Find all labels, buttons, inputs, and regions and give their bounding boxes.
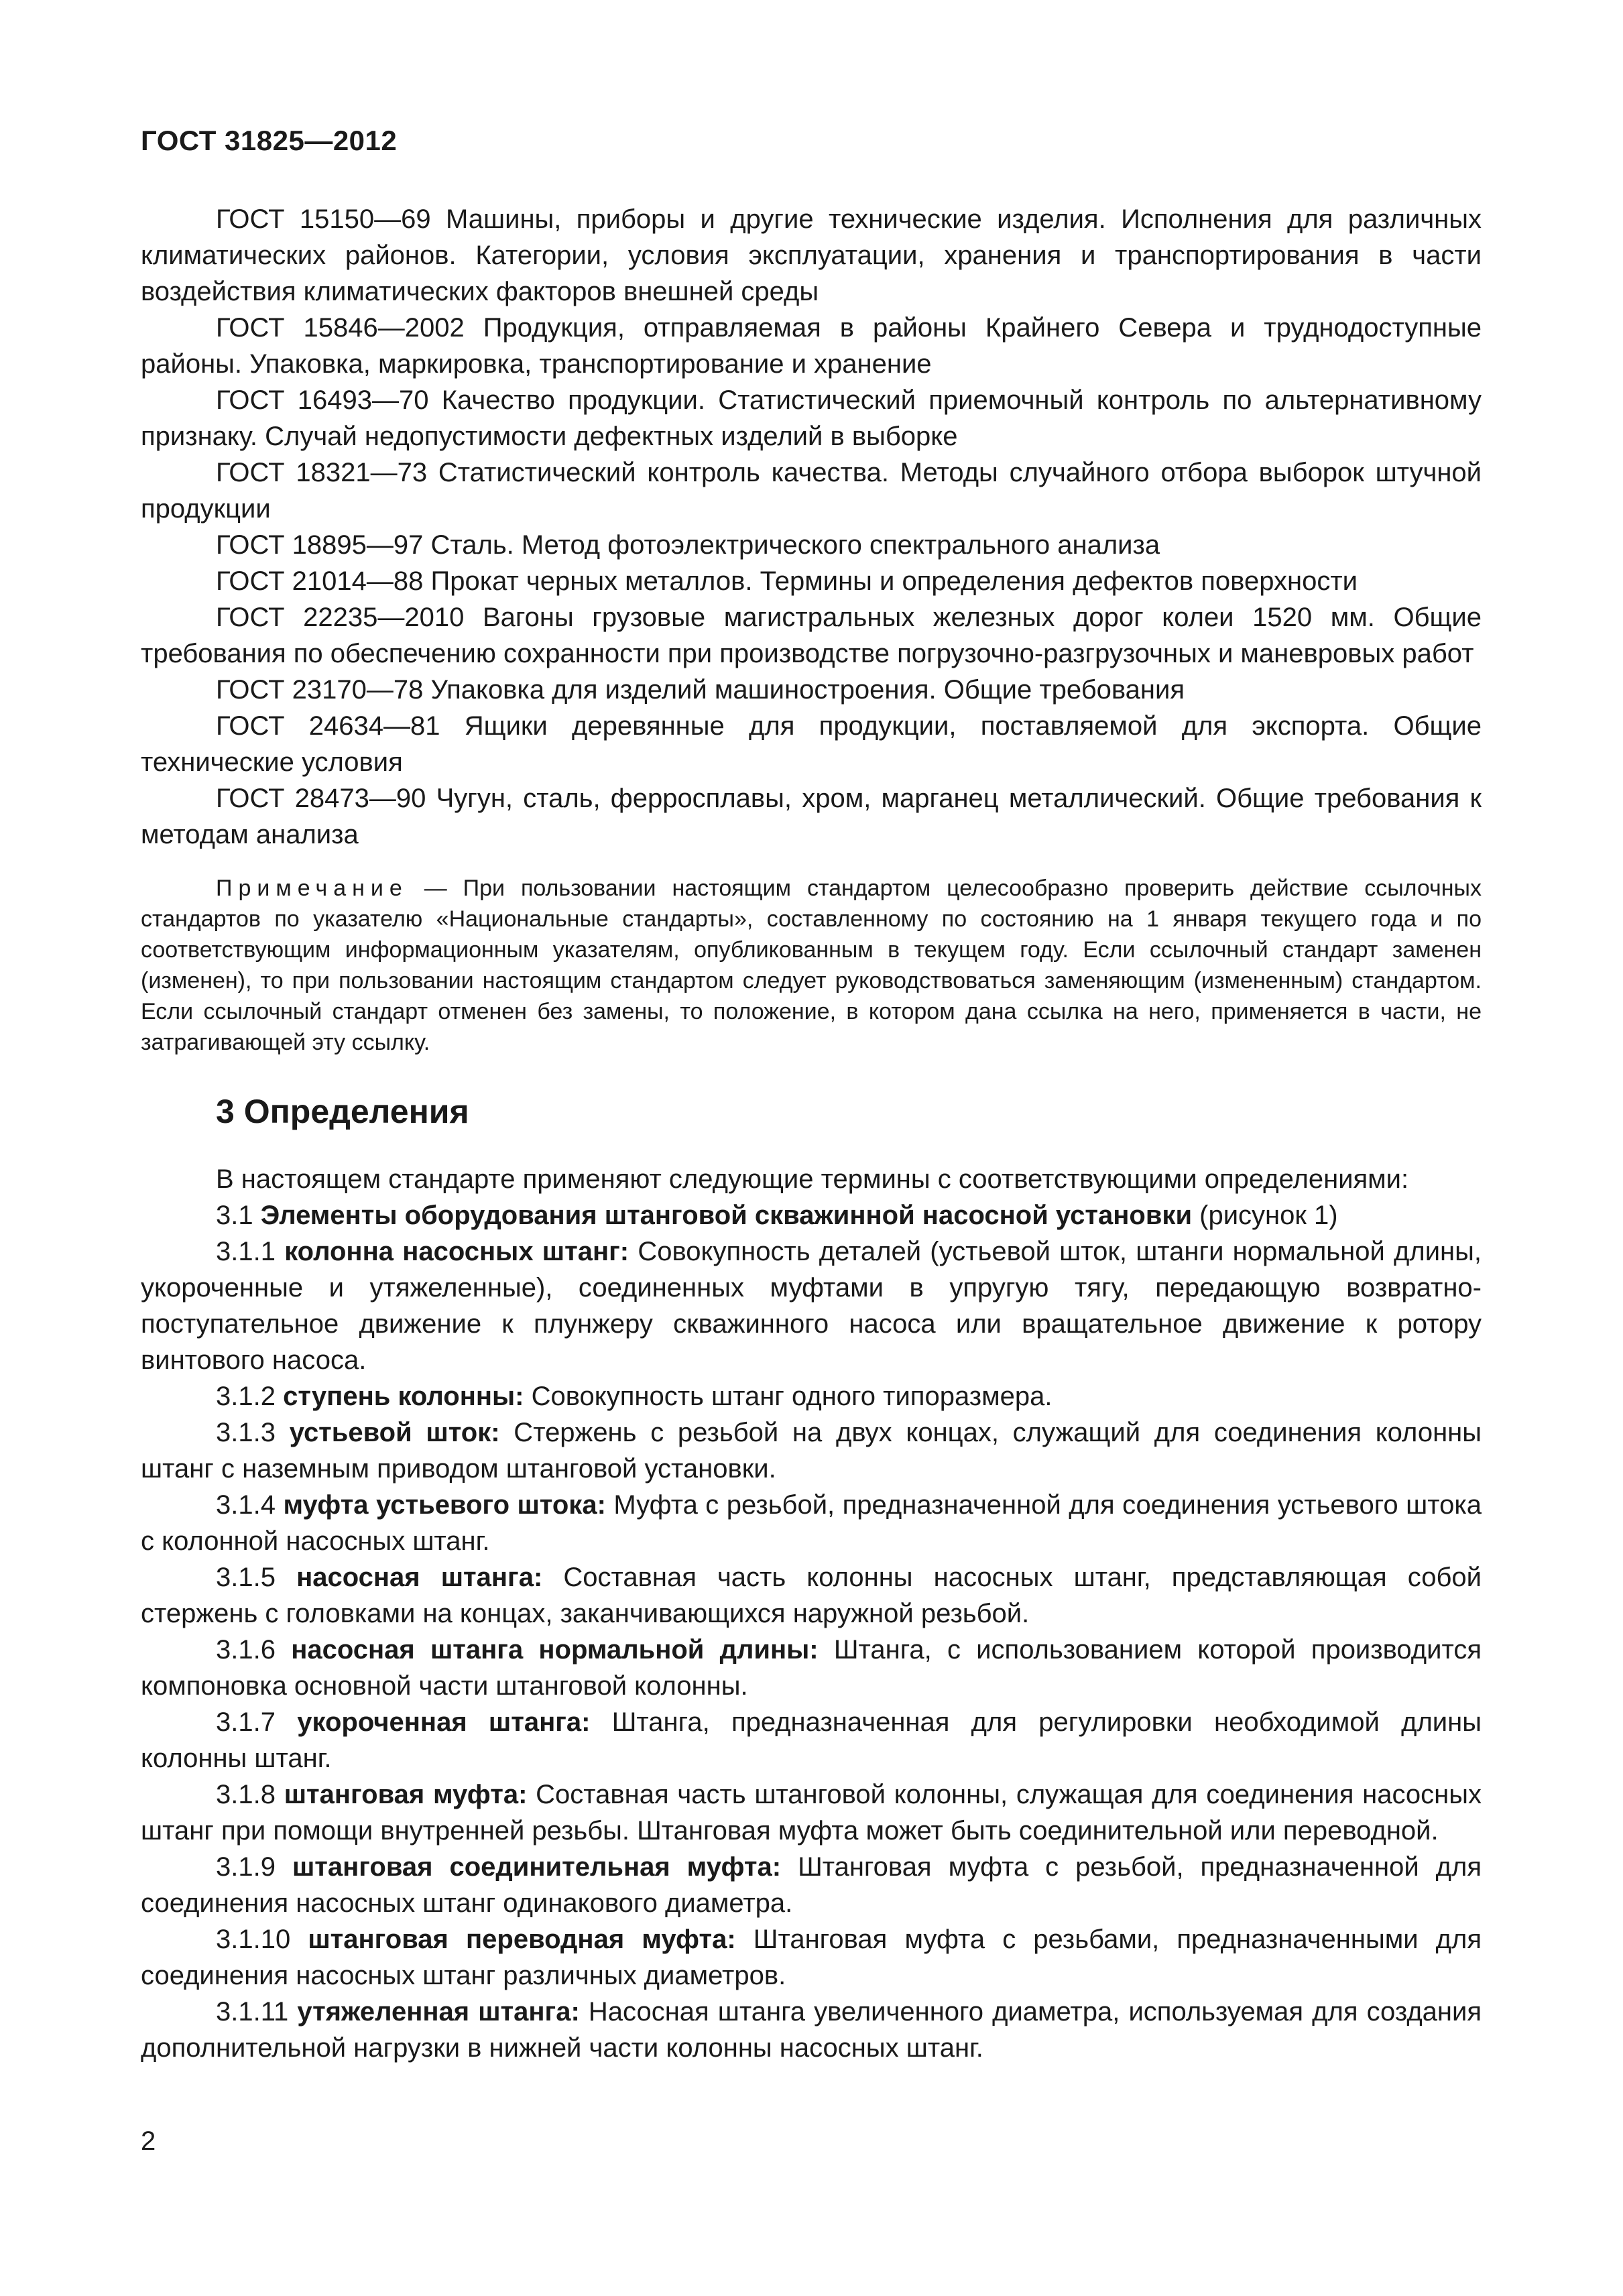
reference-item: ГОСТ 15846—2002 Продукция, отправляемая в районы Крайнего Севера и труднодоступные районы. Упаковка, маркировка, транспортирование и хранение	[141, 313, 1482, 379]
reference-item: ГОСТ 16493—70 Качество продукции. Статистический приемочный контроль по альтернативному признаку. Случай недопустимости дефектных изделий в выборке	[141, 385, 1482, 451]
definition-item	[141, 1414, 1482, 1487]
definition-number: 3.1.4	[216, 1490, 276, 1520]
section-intro: В настоящем стандарте применяют следующие термины с соответствующими определениями:	[216, 1164, 1409, 1194]
definition-term: штанговая соединительная муфта:	[292, 1852, 782, 1882]
definition-text: Совокупность деталей (устьевой шток, штанги нормальной длины, укороченные и утяжеленные), соединенных муфтами в упругую тягу, передающую возвратно-поступательное движение к плунжеру скважинного насоса или вращательное движение к ротору винтового насоса.	[141, 1237, 1482, 1375]
definition-number: 3.1.11	[216, 1997, 289, 2027]
definition-term: ступень колонны:	[283, 1382, 524, 1411]
definition-number: 3.1.3	[216, 1418, 276, 1447]
definition-text: Штанга, с использованием которой производится компоновка основной части штанговой колонны.	[141, 1635, 1482, 1701]
reference-item: ГОСТ 21014—88 Прокат черных металлов. Термины и определения дефектов поверхности	[216, 566, 1358, 596]
definition-term: укороченная штанга:	[297, 1707, 591, 1737]
definition-term: колонна насосных штанг:	[284, 1237, 629, 1266]
definition-text: Составная часть штанговой колонны, служащая для соединения насосных штанг при помощи внутренней резьбы. Штанговая муфта может быть соединительной или переводной.	[141, 1780, 1482, 1846]
definition-number: 3.1.8	[216, 1780, 276, 1809]
definition-number: 3.1.1	[216, 1237, 276, 1266]
reference-item: ГОСТ 23170—78 Упаковка для изделий машиностроения. Общие требования	[216, 675, 1185, 705]
reference-item: ГОСТ 18321—73 Статистический контроль качества. Методы случайного отбора выборок штучной продукции	[141, 458, 1482, 524]
definition-item	[141, 1776, 1482, 1849]
definition-item	[141, 1559, 1482, 1632]
definition-item	[141, 1632, 1482, 1704]
definition-number: 3.1.9	[216, 1852, 276, 1882]
document-header: ГОСТ 31825—2012	[141, 125, 398, 156]
note-label: Примечание	[216, 875, 408, 901]
definition-text: Муфта с резьбой, предназначенной для соединения устьевого штока с колонной насосных штанг.	[141, 1490, 1482, 1556]
reference-item: ГОСТ 18895—97 Сталь. Метод фотоэлектрического спектрального анализа	[216, 530, 1160, 560]
definition-term: устьевой шток:	[289, 1418, 500, 1447]
references-list	[141, 201, 1482, 853]
definition-number: 3.1.10	[216, 1925, 291, 1954]
definition-item	[141, 1994, 1482, 2066]
definition-text: Штанговая муфта с резьбой, предназначенной для соединения насосных штанг одинакового диаметра.	[141, 1852, 1482, 1918]
definition-term: утяжеленная штанга:	[297, 1997, 580, 2027]
reference-item: ГОСТ 24634—81 Ящики деревянные для продукции, поставляемой для экспорта. Общие технические условия	[141, 711, 1482, 777]
definition-item	[141, 1704, 1482, 1776]
definition-text: Насосная штанга увеличенного диаметра, используемая для создания дополнительной нагрузки в нижней части колонны насосных штанг.	[141, 1997, 1482, 2063]
definition-term: Элементы оборудования штанговой скважинной насосной установки	[260, 1201, 1193, 1230]
definition-item	[141, 1197, 1482, 1233]
note-text: — При пользовании настоящим стандартом целесообразно проверить действие ссылочных стандартов по указателю «Национальные стандарты», составленному по состоянию на 1 января текущего года и по соответствующим информационным указателям, опубликованным в текущем году. Если ссылочный стандарт заменен (изменен), то при пользовании настоящим стандартом следует руководствоваться заменяющим (измененным) стандартом. Если ссылочный стандарт отменен без замены, то положение, в котором дана ссылка на него, применяется в части, не затрагивающей эту ссылку.	[141, 875, 1482, 1055]
definition-item	[141, 1233, 1482, 1378]
page-content	[141, 201, 1482, 2066]
definition-number: 3.1.5	[216, 1563, 276, 1592]
page-number: 2	[141, 2126, 156, 2156]
definitions-list	[141, 1161, 1482, 2066]
definition-term: штанговая переводная муфта:	[308, 1925, 736, 1954]
definition-term: штанговая муфта:	[284, 1780, 528, 1809]
definition-text: Стержень с резьбой на двух концах, служащий для соединения колонны штанг с наземным приводом штанговой установки.	[141, 1418, 1482, 1484]
definition-text: Штанговая муфта с резьбами, предназначенными для соединения насосных штанг различных диаметров.	[141, 1925, 1482, 1990]
definition-text: Штанга, предназначенная для регулировки необходимой длины колонны штанг.	[141, 1707, 1482, 1773]
reference-item: ГОСТ 28473—90 Чугун, сталь, ферросплавы, хром, марганец металлический. Общие требования к методам анализа	[141, 784, 1482, 849]
definition-text: Совокупность штанг одного типоразмера.	[524, 1382, 1053, 1411]
definition-term: насосная штанга нормальной длины:	[291, 1635, 819, 1665]
definition-text: (рисунок 1)	[1192, 1201, 1338, 1230]
definition-item	[141, 1378, 1482, 1414]
definition-number: 3.1.6	[216, 1635, 276, 1665]
note-block	[141, 873, 1482, 1058]
section-title: 3 Определения	[216, 1093, 469, 1130]
definition-term: муфта устьевого штока:	[283, 1490, 606, 1520]
reference-item: ГОСТ 15150—69 Машины, приборы и другие технические изделия. Исполнения для различных климатических районов. Категории, условия эксплуатации, хранения и транспортирования в части воздействия климатических факторов внешней среды	[141, 204, 1482, 306]
definition-item	[141, 1487, 1482, 1559]
definition-item	[141, 1921, 1482, 1994]
definition-number: 3.1.7	[216, 1707, 276, 1737]
note-paragraph	[141, 873, 1482, 1058]
definition-item	[141, 1849, 1482, 1921]
definition-term: насосная штанга:	[296, 1563, 543, 1592]
definition-number: 3.1	[216, 1201, 253, 1230]
definition-text: Составная часть колонны насосных штанг, представляющая собой стержень с головками на концах, заканчивающихся наружной резьбой.	[141, 1563, 1482, 1628]
definition-number: 3.1.2	[216, 1382, 276, 1411]
reference-item: ГОСТ 22235—2010 Вагоны грузовые магистральных железных дорог колеи 1520 мм. Общие требования по обеспечению сохранности при производстве погрузочно-разгрузочных и маневровых работ	[141, 603, 1482, 668]
